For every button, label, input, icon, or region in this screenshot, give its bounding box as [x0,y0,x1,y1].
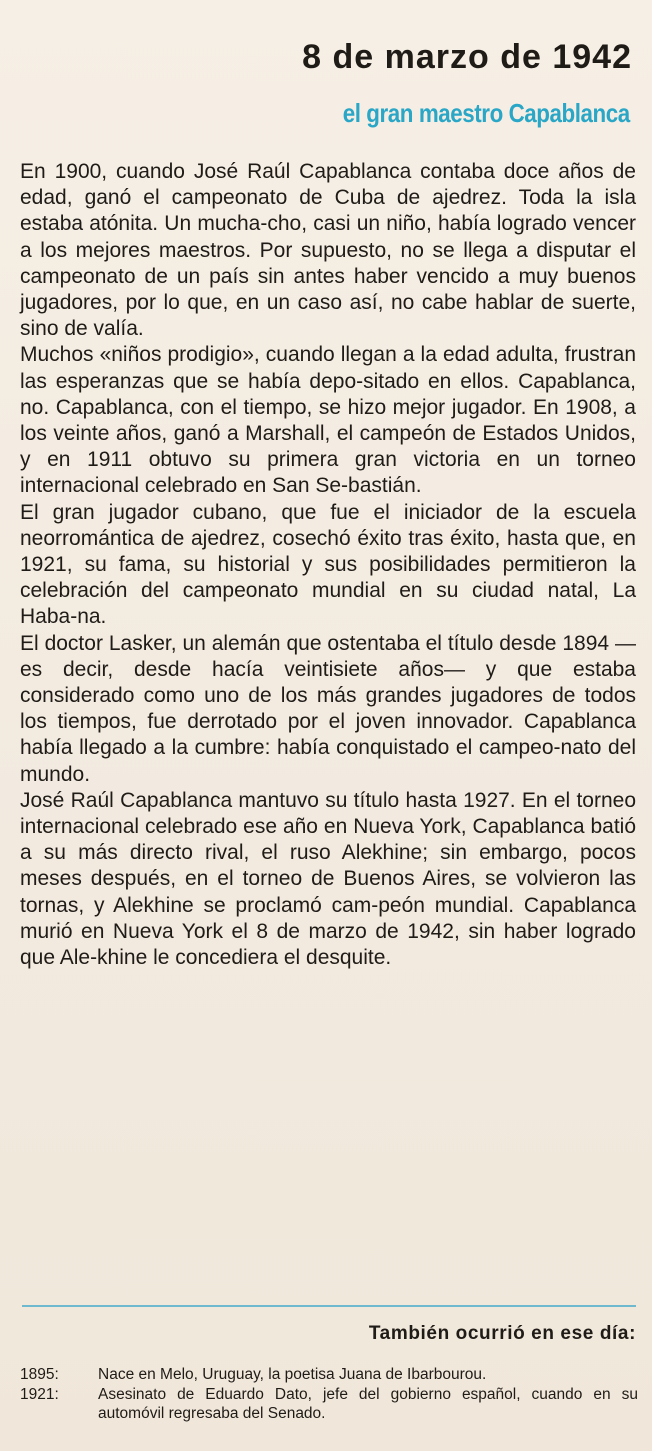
event-year: 1921: [20,1385,59,1403]
event-text: Nace en Melo, Uruguay, la poetisa Juana de Ibarbourou. [98,1366,487,1383]
events-list [20,1365,638,1424]
event-item [20,1385,638,1424]
article-paragraph: Muchos «niños prodigio», cuando llegan a la edad adulta, frustran las esperanzas que se había depo-sitado en ellos. Capablanca, no. Capablanca, con el tiempo, se hizo mejor jugador. En 1908, a los veinte años, ganó a Marshall, el campeón de Estados Unidos, y en 1911 obtuvo su primera gran victoria en un torneo internacional celebrado en San Se-bastián. [20,343,636,498]
article-paragraph: José Raúl Capablanca mantuvo su título hasta 1927. En el torneo internacional celebrado ese año en Nueva York, Capablanca batió a su más directo rival, el ruso Alekhine; sin embargo, pocos meses después, en el torneo de Buenos Aires, se volvieron las tornas, y Alekhine se proclamó cam-peón mundial. Capablanca murió en Nueva York el 8 de marzo de 1942, sin haber logrado que Ale-khine le concediera el desquite. [20,788,636,970]
page-subtitle: el gran maestro Capablanca [342,98,630,128]
section-divider [22,1305,636,1307]
article-paragraph: El doctor Lasker, un alemán que ostentaba el título desde 1894 —es decir, desde hacía veintisiete años— y que estaba considerado como uno de los más grandes jugadores de todos los tiempos, fue derrotado por el joven innovador. Capablanca había llegado a la cumbre: había conquistado el campeo-nato del mundo. [20,631,636,786]
article-body [20,159,636,971]
page-title: 8 de marzo de 1942 [302,38,632,76]
article-paragraph: En 1900, cuando José Raúl Capablanca contaba doce años de edad, ganó el campeonato de Cuba de ajedrez. Toda la isla estaba atónita. Un mucha-cho, casi un niño, había logrado vencer a los mejores maestros. Por supuesto, no se llega a disputar el campeonato de un país sin antes haber vencido a muy buenos jugadores, por lo que, en un caso así, no cabe hablar de suerte, sino de valía. [20,160,636,341]
article-paragraph: El gran jugador cubano, que fue el iniciador de la escuela neorromántica de ajedrez, cosechó éxito tras éxito, hasta que, en 1921, su fama, su historial y sus posibilidades permitieron la celebración del campeonato mundial en su ciudad natal, La Haba-na. [20,500,636,629]
event-text: Asesinato de Eduardo Dato, jefe del gobierno español, cuando en su automóvil regresaba del Senado. [98,1385,638,1422]
event-year: 1895: [20,1366,59,1383]
also-happened-heading: También ocurrió en ese día: [368,1323,636,1344]
event-item [20,1365,638,1385]
